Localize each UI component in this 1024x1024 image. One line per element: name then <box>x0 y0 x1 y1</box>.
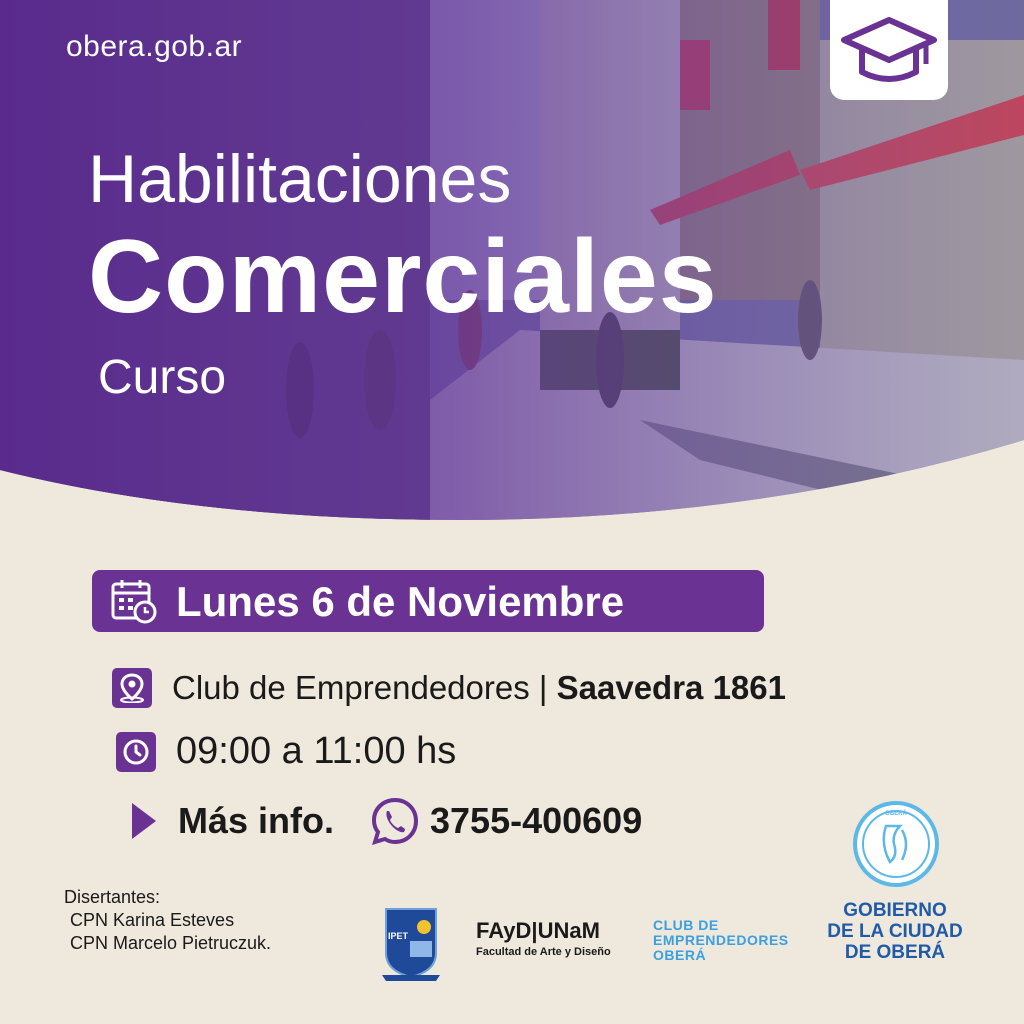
calendar-clock-icon <box>110 578 158 624</box>
contact-row <box>130 796 642 846</box>
speaker-name: CPN Karina Esteves <box>70 910 235 930</box>
speakers-block <box>64 886 271 955</box>
title-line-2: Comerciales <box>88 219 718 335</box>
location-address: Saavedra 1861 <box>556 669 786 706</box>
whatsapp-icon[interactable] <box>370 796 420 846</box>
seal-text: OBERÁ <box>885 811 907 817</box>
club-emprendedores-logo <box>653 918 789 963</box>
location-pin-icon <box>112 668 152 708</box>
ipet-logo <box>380 905 442 983</box>
title-line-3: Curso <box>98 351 227 404</box>
play-arrow-icon <box>130 801 158 841</box>
time-row <box>116 730 456 773</box>
speakers-heading: Disertantes: <box>64 887 161 907</box>
location-text <box>172 669 786 707</box>
gobierno-obera-logo <box>820 900 970 963</box>
more-info-label: Más info. <box>178 800 335 841</box>
fayd-logo-main: FAyD|UNaM <box>476 918 600 943</box>
website-url[interactable]: obera.gob.ar <box>66 30 243 63</box>
location-row <box>112 668 786 708</box>
event-date: Lunes 6 de Noviembre <box>176 578 625 625</box>
location-place: Club de Emprendedores | <box>172 669 557 706</box>
ipet-logo-text: IPET <box>388 931 409 941</box>
club-logo-line: OBERÁ <box>653 947 707 963</box>
fayd-logo-subtitle: Facultad de Arte y Diseño <box>476 946 611 958</box>
clock-icon <box>116 732 156 772</box>
title-line-1: Habilitaciones <box>88 141 512 217</box>
club-logo-line: CLUB DE <box>653 917 719 933</box>
date-banner <box>92 570 764 632</box>
gob-logo-line: DE LA CIUDAD <box>827 921 963 942</box>
phone-number[interactable]: 3755-400609 <box>430 800 643 841</box>
speaker-name: CPN Marcelo Pietruczuk. <box>70 933 272 953</box>
obera-seal-icon <box>852 800 940 888</box>
gob-logo-line: GOBIERNO <box>843 900 947 921</box>
graduation-cap-icon <box>840 16 938 86</box>
event-time: 09:00 a 11:00 hs <box>176 730 457 772</box>
gob-logo-line: DE OBERÁ <box>844 942 946 963</box>
fayd-unam-logo <box>476 918 611 958</box>
graduation-cap-badge <box>830 0 948 100</box>
club-logo-line: EMPRENDEDORES <box>653 932 789 948</box>
